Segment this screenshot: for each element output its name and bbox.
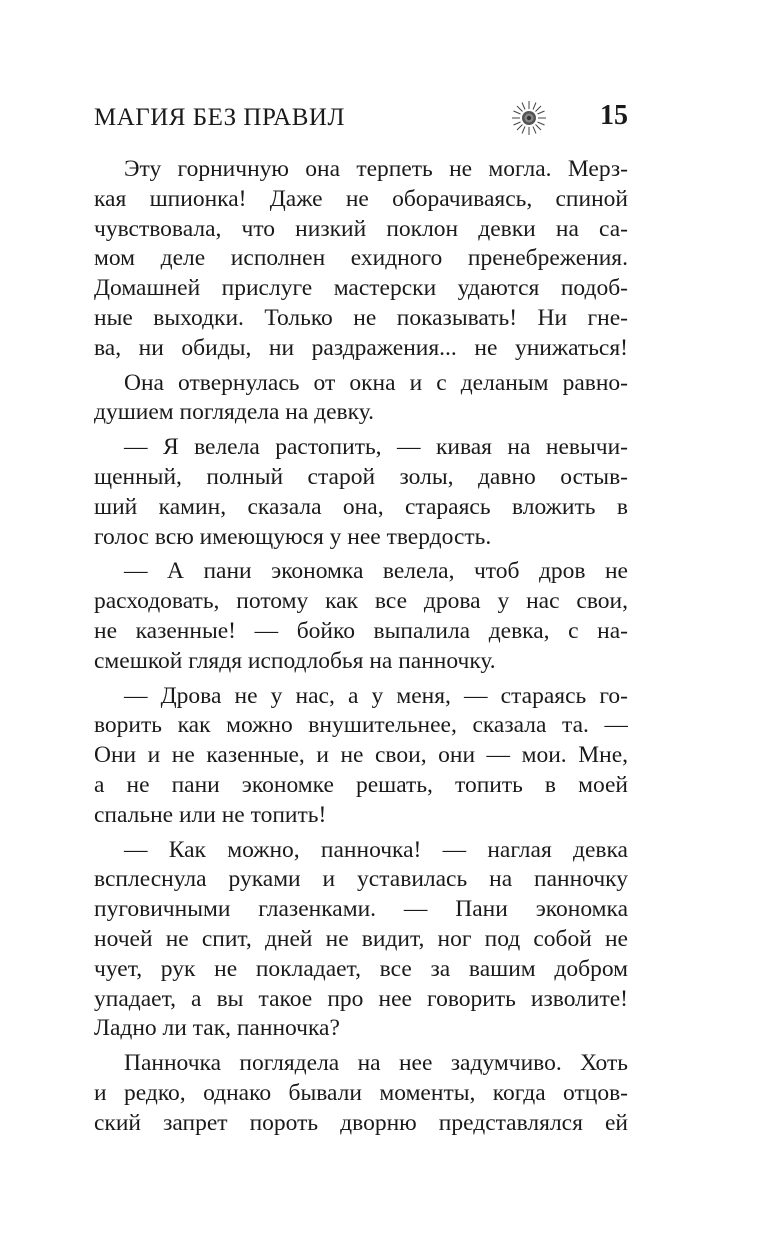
paragraph (94, 1049, 628, 1138)
running-title: МАГИЯ БЕЗ ПРАВИЛ (94, 104, 345, 131)
text-line: — А пани экономка велела, чтоб дров не (124, 558, 628, 585)
page-number: 15 (600, 100, 628, 131)
text-line: щенный, полный старой золы, давно остыв- (94, 463, 628, 490)
text-line: Эту горничную она терпеть не могла. Мерз- (124, 156, 628, 182)
text-line: — Я велела растопить, — кивая на невычи- (124, 434, 628, 461)
text-line: чувствовала, что низкий поклон девки на са- (94, 215, 628, 242)
paragraph (94, 433, 628, 552)
text-line: Домашней прислуге мастерски удаются подоб- (94, 275, 628, 302)
sun-ornament-icon (511, 100, 547, 136)
running-header (94, 100, 628, 140)
text-line: расходовать, потому как все дрова у нас свои, (94, 588, 628, 615)
text-line: Они и не казенные, и не свои, они — мои. Мне, (94, 742, 628, 769)
text-line: ворить как можно внушительнее, сказала та. — (94, 712, 628, 739)
body-text (94, 155, 628, 1139)
text-line: не казенные! — бойко выпалила девка, с на- (94, 617, 628, 644)
text-line: а не пани экономке решать, топить в моей (94, 771, 628, 798)
text-line: упадает, а вы такое про нее говорить изволите! (94, 985, 628, 1012)
text-line: голос всю имеющуюся у нее твердость. (94, 523, 492, 550)
paragraph (94, 369, 628, 429)
text-line: и редко, однако бывали моменты, когда отцов- (94, 1079, 628, 1106)
text-line: пуговичными глазенками. — Пани экономка (94, 896, 628, 923)
text-line: Ладно ли так, панночка? (94, 1015, 340, 1042)
text-line: ва, ни обиды, ни раздражения... не унижаться! (94, 334, 628, 361)
paragraph (94, 557, 628, 676)
paragraph (94, 155, 628, 364)
text-line: спальне или не топить! (94, 801, 327, 828)
text-line: всплеснула руками и уставилась на панночку (94, 866, 628, 893)
text-line: — Дрова не у нас, а у меня, — стараясь го- (124, 682, 628, 709)
text-line: Панночка поглядела на нее задумчиво. Хоть (124, 1050, 628, 1077)
text-line: ные выходки. Только не показывать! Ни гне- (94, 304, 628, 331)
text-line: смешкой глядя исподлобья на панночку. (94, 647, 496, 674)
paragraph (94, 836, 628, 1045)
text-line: — Как можно, панночка! — наглая девка (124, 836, 628, 863)
text-line: кая шпионка! Даже не оборачиваясь, спиной (94, 185, 628, 212)
text-line: Она отвернулась от окна и с деланым равно- (124, 369, 628, 396)
text-line: ский запрет пороть дворню представлялся ей (94, 1109, 628, 1136)
text-line: чует, рук не покладает, все за вашим добром (94, 955, 628, 982)
text-line: ший камин, сказала она, стараясь вложить в (94, 493, 628, 520)
text-line: мом деле исполнен ехидного пренебрежения. (94, 245, 628, 272)
text-line: душием поглядела на девку. (94, 399, 375, 426)
paragraph (94, 682, 628, 831)
text-line: ночей не спит, дней не видит, ног под собой не (94, 925, 628, 952)
